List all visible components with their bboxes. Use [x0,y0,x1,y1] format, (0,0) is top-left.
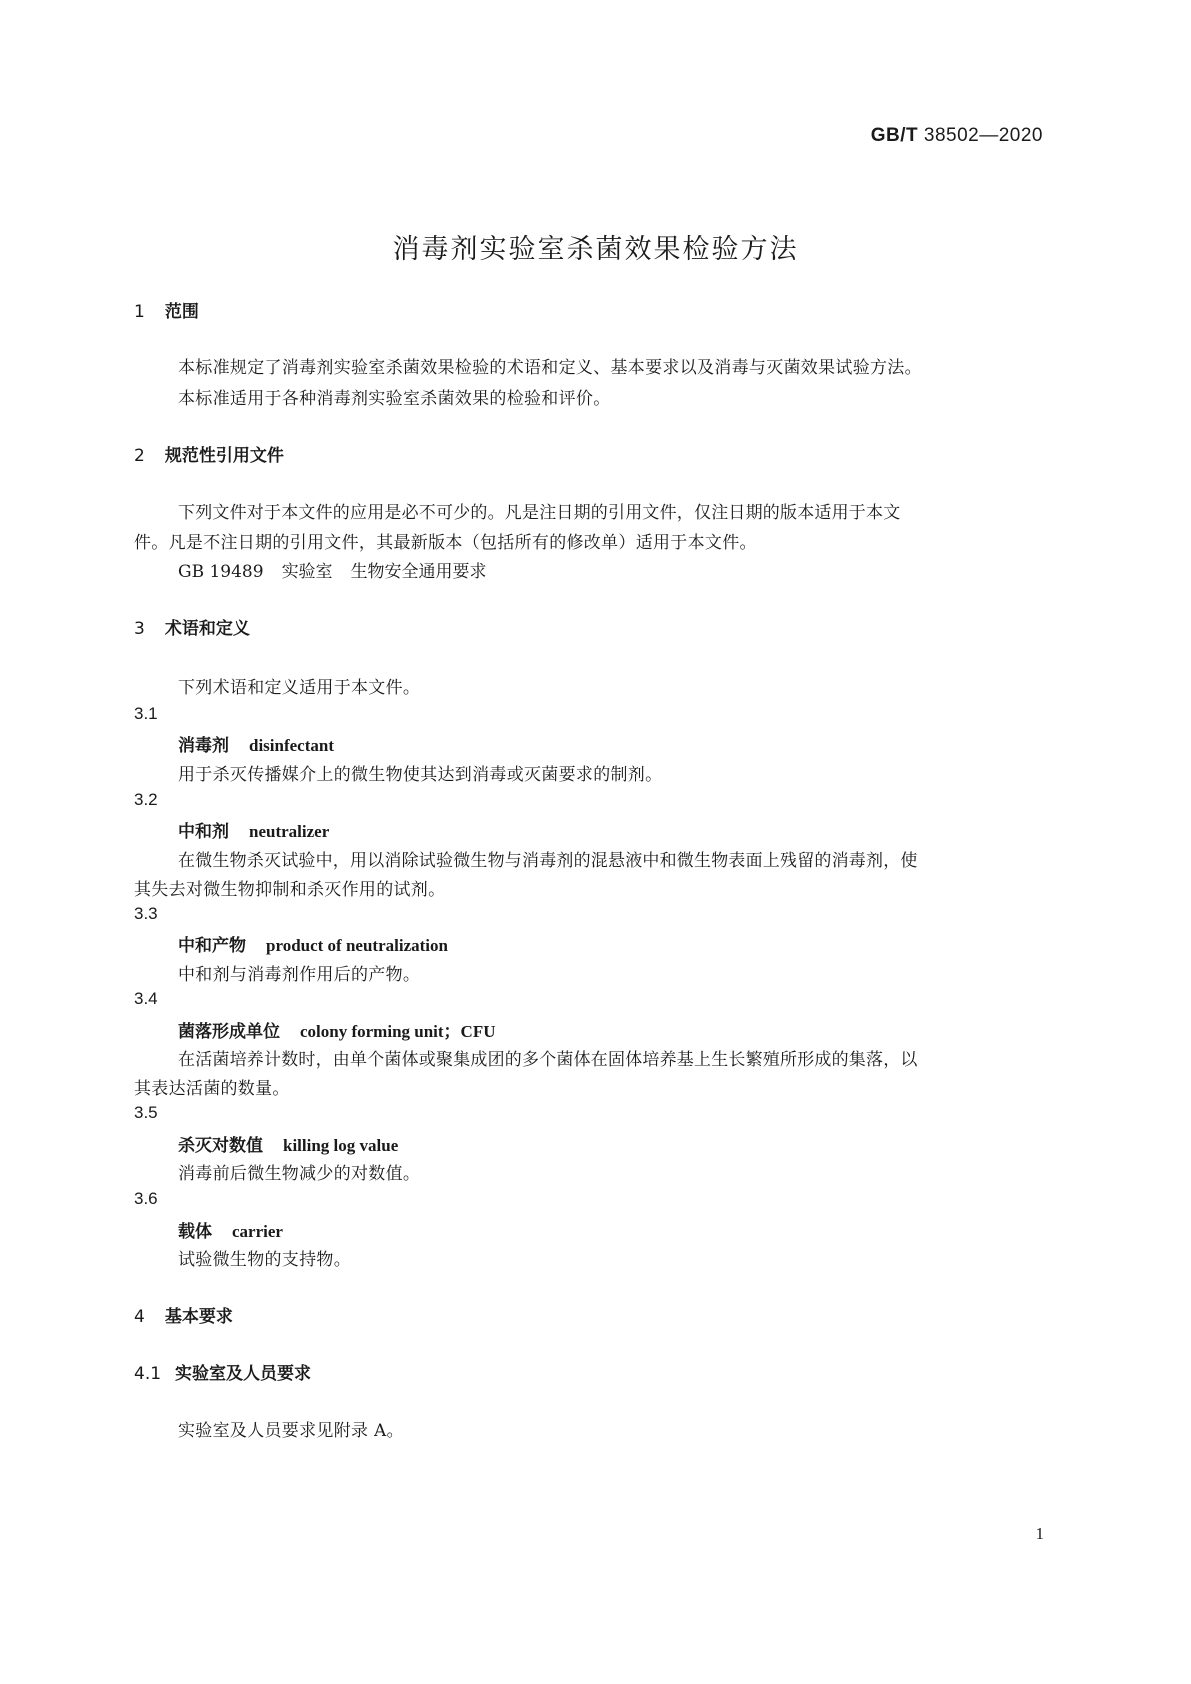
term-definition-line: 在微生物杀灭试验中，用以消除试验微生物与消毒剂的混悬液中和微生物表面上残留的消毒剂，使 [178,851,918,871]
term-entry [178,931,448,956]
term-number: 3.3 [134,904,158,923]
term-english: neutralizer [249,822,330,841]
section-title: 基本要求 [164,1307,233,1327]
standard-number [871,125,1043,147]
term-definition-line: 其表达活菌的数量。 [134,1079,290,1099]
term-definition: 消毒前后微生物减少的对数值。 [178,1164,421,1184]
section-title: 范围 [164,302,199,322]
term-entry [178,731,334,756]
term-english: disinfectant [249,736,334,755]
term-entry [178,1131,398,1156]
reference-title-part1: 实验室 [281,562,333,582]
term-definition: 试验微生物的支持物。 [178,1250,351,1270]
term-chinese: 杀灭对数值 [178,1136,263,1156]
term-chinese: 消毒剂 [178,736,229,756]
term-chinese: 菌落形成单位 [178,1022,280,1042]
subsection-title: 实验室及人员要求 [175,1364,312,1384]
paragraph-line: 下列文件对于本文件的应用是必不可少的。凡是注日期的引用文件，仅注日期的版本适用于本文 [178,503,901,523]
normative-reference [178,557,487,582]
term-english: product of neutralization [266,936,448,955]
section-number: 2 [134,446,145,466]
term-number: 3.2 [134,790,158,809]
section-1-heading [134,297,199,322]
term-definition-line: 其失去对微生物抑制和杀灭作用的试剂。 [134,880,446,900]
term-number: 3.1 [134,704,158,723]
standard-prefix: GB/T [870,125,919,146]
reference-code: GB 19489 [178,562,264,582]
term-chinese: 载体 [178,1222,212,1242]
section-number: 3 [134,619,145,639]
term-english: colony forming unit；CFU [300,1022,496,1041]
standard-code: 38502—2020 [923,125,1043,146]
section-4-heading [134,1302,233,1327]
term-entry [178,817,329,842]
term-definition: 中和剂与消毒剂作用后的产物。 [178,965,421,985]
section-title: 规范性引用文件 [164,446,284,466]
term-english: carrier [232,1222,283,1241]
section-number: 1 [134,302,145,322]
term-number: 3.4 [134,989,158,1008]
term-english: killing log value [283,1136,399,1155]
term-number: 3.5 [134,1103,158,1122]
paragraph: 本标准适用于各种消毒剂实验室杀菌效果的检验和评价。 [178,389,611,409]
reference-title-part2: 生物安全通用要求 [350,562,487,582]
paragraph: 本标准规定了消毒剂实验室杀菌效果检验的术语和定义、基本要求以及消毒与灭菌效果试验方法。 [178,358,922,378]
section-2-heading [134,441,284,466]
term-chinese: 中和产物 [178,936,246,956]
paragraph: 下列术语和定义适用于本文件。 [178,678,421,698]
paragraph: 实验室及人员要求见附录 A。 [178,1421,404,1441]
subsection-number: 4.1 [134,1364,162,1384]
term-definition-line: 在活菌培养计数时，由单个菌体或聚集成团的多个菌体在固体培养基上生长繁殖所形成的集落，以 [178,1050,918,1070]
section-title: 术语和定义 [164,619,250,639]
subsection-4-1-heading [134,1359,311,1384]
page-number: 1 [1035,1524,1044,1543]
term-entry [178,1017,496,1042]
term-number: 3.6 [134,1189,158,1208]
document-title: 消毒剂实验室杀菌效果检验方法 [392,234,799,265]
term-chinese: 中和剂 [178,822,229,842]
term-definition: 用于杀灭传播媒介上的微生物使其达到消毒或灭菌要求的制剂。 [178,765,663,785]
section-3-heading [134,614,250,639]
section-number: 4 [134,1307,145,1327]
term-entry [178,1217,283,1242]
paragraph-line: 件。凡是不注日期的引用文件，其最新版本（包括所有的修改单）适用于本文件。 [134,533,757,553]
